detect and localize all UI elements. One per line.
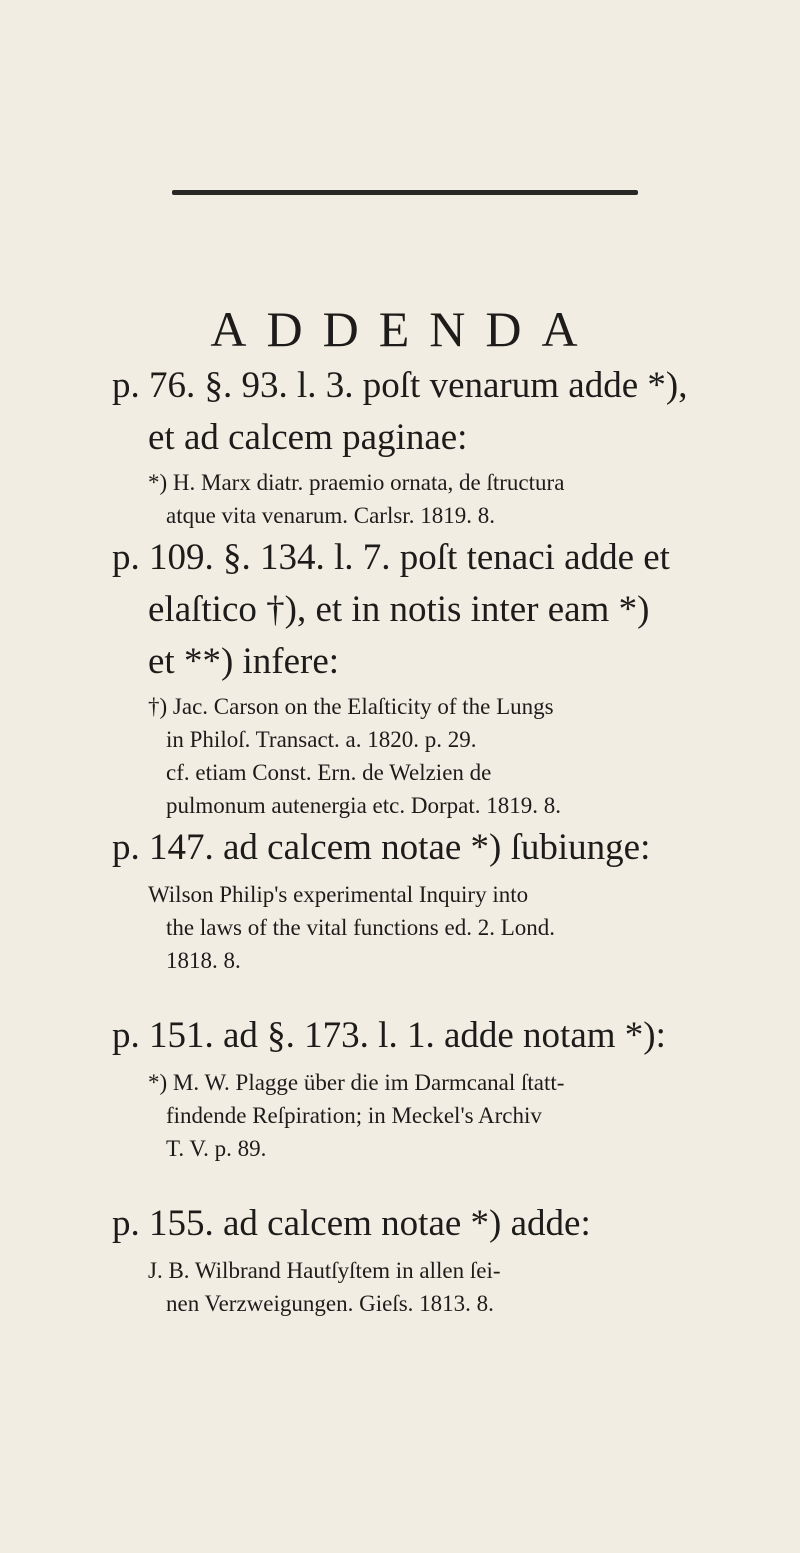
note-line: *) H. Marx diatr. praemio ornata, de ſtructura	[148, 470, 565, 495]
note-line: *) M. W. Plagge über die im Darmcanal ſtatt-	[148, 1070, 565, 1095]
note-line: the laws of the vital functions ed. 2. Lond.	[166, 915, 556, 940]
entry-heading	[112, 1198, 760, 1250]
heading-line: p. 109. §. 134. l. 7. poſt tenaci adde et	[112, 537, 670, 578]
addendum-entry	[112, 1198, 760, 1320]
entry-heading	[112, 1010, 760, 1062]
note-line: cf. etiam Const. Ern. de Welzien de	[166, 760, 492, 785]
note-line: atque vita venarum. Carlsr. 1819. 8.	[166, 503, 495, 528]
heading-line: et **) infere:	[148, 641, 340, 682]
heading-line: p. 76. §. 93. l. 3. poſt venarum adde *),	[112, 365, 688, 406]
heading-line: p. 147. ad calcem notae *) ſubiunge:	[112, 827, 651, 868]
addendum-entry	[112, 1010, 760, 1165]
top-rule	[172, 190, 638, 195]
note-line: pulmonum autenergia etc. Dorpat. 1819. 8.	[166, 793, 561, 818]
note-line: 1818. 8.	[166, 948, 241, 973]
note-line: †) Jac. Carson on the Elaſticity of the Lungs	[148, 694, 554, 719]
entry-heading	[112, 822, 760, 874]
note-line: findende Reſpiration; in Meckel's Archiv	[166, 1103, 542, 1128]
heading-line: p. 155. ad calcem notae *) adde:	[112, 1203, 591, 1244]
addendum-entry	[112, 532, 760, 822]
heading-line: elaſtico †), et in notis inter eam *)	[148, 589, 650, 630]
addendum-entry	[112, 360, 760, 532]
entry-heading	[112, 532, 760, 688]
note-line: T. V. p. 89.	[166, 1136, 267, 1161]
addendum-entry	[112, 822, 760, 977]
note-line: in Philoſ. Transact. a. 1820. p. 29.	[166, 727, 477, 752]
entry-heading	[112, 360, 760, 464]
note-line: Wilson Philip's experimental Inquiry into	[148, 882, 529, 907]
note-line: nen Verzweigungen. Gieſs. 1813. 8.	[166, 1291, 494, 1316]
heading-line: et ad calcem paginae:	[148, 417, 468, 458]
note-line: J. B. Wilbrand Hautſyſtem in allen ſei-	[148, 1258, 501, 1283]
heading-line: p. 151. ad §. 173. l. 1. adde notam *):	[112, 1015, 666, 1056]
page-title: ADDENDA	[210, 301, 598, 357]
